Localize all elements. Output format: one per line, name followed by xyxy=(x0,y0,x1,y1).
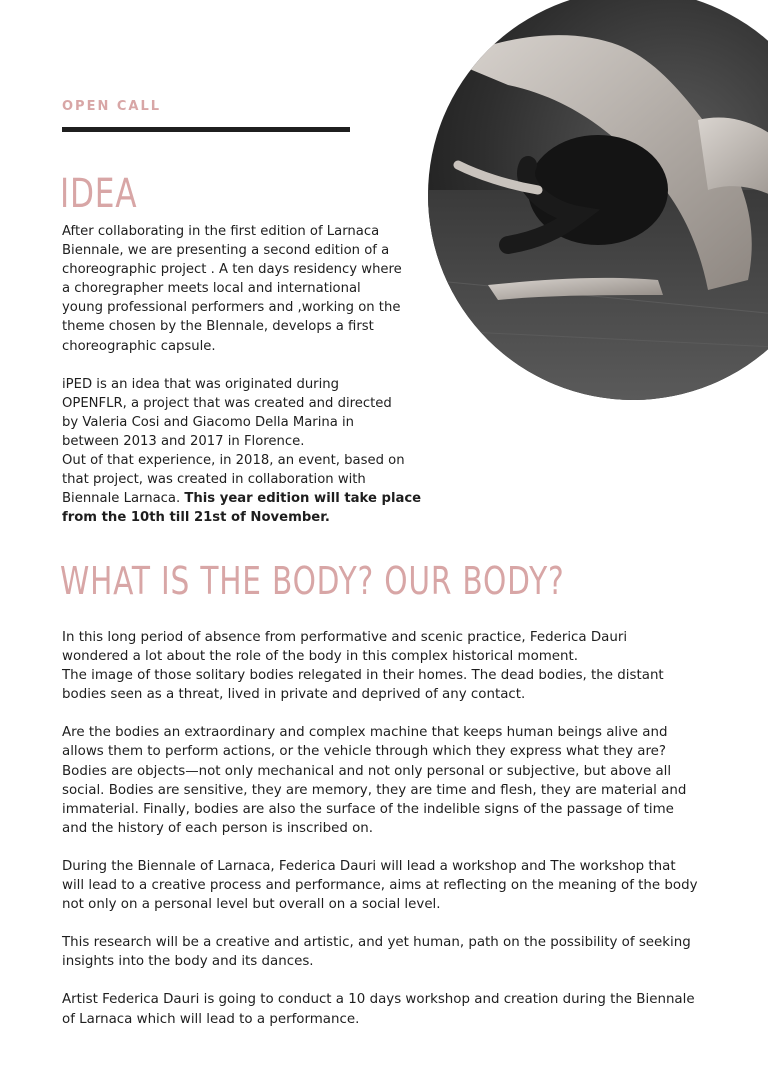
open-call-label: OPEN CALL xyxy=(62,99,162,114)
text-line: choreographic project . A ten days residency where xyxy=(62,262,402,278)
text-line: choreographic capsule. xyxy=(62,338,216,354)
text-line xyxy=(62,508,434,527)
text-line: During the Biennale of Larnaca, Federica Dauri will lead a workshop and The workshop that xyxy=(62,858,676,874)
text-line: iPED is an idea that was originated during xyxy=(62,376,339,392)
intro-paragraph-1 xyxy=(62,222,434,356)
text-line: In this long period of absence from performative and scenic practice, Federica Dauri xyxy=(62,630,628,645)
text-line: Bodies are objects—not only mechanical and not only personal or subjective, but above all xyxy=(62,763,672,779)
intro-text xyxy=(62,222,434,527)
section-title-idea: IDEA xyxy=(60,171,138,217)
text-line: social. Bodies are sensitive, they are memory, they are time and flesh, they are material and xyxy=(62,782,687,798)
edition-dates-highlight: from the 10th till 21st of November. xyxy=(62,510,330,526)
text-line: a choregrapher meets local and international xyxy=(62,281,361,297)
section-title-body: WHAT IS THE BODY? OUR BODY? xyxy=(60,559,565,603)
text-line: Biennale, we are presenting a second edition of a xyxy=(62,243,390,259)
dancer-photo xyxy=(428,0,768,400)
text-line: insights into the body and its dances. xyxy=(62,954,314,970)
text-line: that project, was created in collaboration with xyxy=(62,472,366,488)
edition-dates-highlight: This year edition will take place xyxy=(184,491,422,507)
body-paragraph xyxy=(62,990,732,1028)
body-text xyxy=(62,628,732,1029)
text-line: will lead to a creative process and performance, aims at reflecting on the meaning of the body xyxy=(62,878,698,894)
text-line: between 2013 and 2017 in Florence. xyxy=(62,433,305,449)
body-paragraph xyxy=(62,628,732,704)
divider-rule xyxy=(62,127,350,132)
text-line: allows them to perform actions, or the vehicle through which they express what they are? xyxy=(62,744,667,760)
text-line: The image of those solitary bodies relegated in their homes. The dead bodies, the distant xyxy=(62,668,664,684)
text-line: and the history of each person is inscribed on. xyxy=(62,820,374,836)
text-line: by Valeria Cosi and Giacomo Della Marina in xyxy=(62,414,355,430)
text-line: of Larnaca which will lead to a performance. xyxy=(62,1011,360,1027)
text-line: wondered a lot about the role of the body in this complex historical moment. xyxy=(62,649,579,665)
text-line: theme chosen by the BIennale, develops a first xyxy=(62,319,374,335)
text-line: young professional performers and ,working on the xyxy=(62,300,401,316)
text-line: OPENFLR, a project that was created and directed xyxy=(62,395,392,411)
text-line: bodies seen as a threat, lived in private and deprived of any contact. xyxy=(62,687,526,703)
body-paragraph xyxy=(62,933,732,971)
text-line: This research will be a creative and artistic, and yet human, path on the possibility of seeking xyxy=(62,935,691,951)
text-line: not only on a personal level but overall on a social level. xyxy=(62,897,441,913)
text-line: Artist Federica Dauri is going to conduct a 10 days workshop and creation during the Biennale xyxy=(62,992,695,1008)
text-line: Are the bodies an extraordinary and complex machine that keeps human beings alive and xyxy=(62,725,668,741)
body-paragraph xyxy=(62,723,732,838)
text-line: Out of that experience, in 2018, an event, based on xyxy=(62,453,405,469)
dancer-figure xyxy=(428,0,768,400)
text-line: immaterial. Finally, bodies are also the surface of the indelible signs of the passage of time xyxy=(62,801,674,817)
text-line xyxy=(62,489,434,508)
body-paragraph xyxy=(62,857,732,914)
text-plain: Biennale Larnaca. xyxy=(62,491,185,507)
intro-paragraph-2 xyxy=(62,375,434,528)
text-line: After collaborating in the first edition of Larnaca xyxy=(62,224,380,239)
